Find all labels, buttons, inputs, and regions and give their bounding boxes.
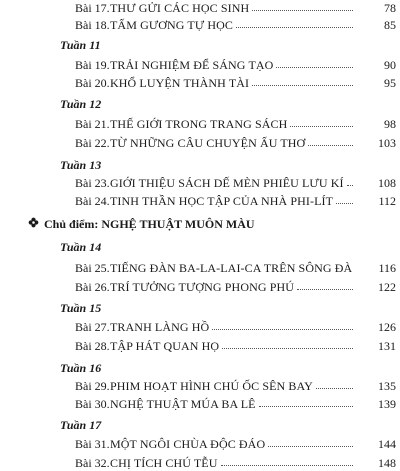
lesson-title: THƯ GỬI CÁC HỌC SINH — [110, 1, 250, 15]
lesson-title: TẬP HÁT QUAN HỌ — [110, 339, 220, 353]
lesson-number: Bài 25. — [75, 261, 110, 275]
lesson-title: TỪ NHỮNG CÂU CHUYỆN ẤU THƠ — [110, 136, 306, 150]
toc-entry[interactable] — [0, 135, 400, 151]
dot-leader — [308, 145, 353, 146]
toc-entry[interactable] — [0, 338, 400, 354]
lesson-title: GIỚI THIỆU SÁCH DẾ MÈN PHIÊU LƯU KÍ — [110, 176, 344, 190]
lesson-number: Bài 23. — [75, 176, 110, 190]
page-number: 122 — [378, 280, 396, 294]
week-heading: Tuần 11 — [60, 38, 101, 52]
lesson-number: Bài 30. — [75, 397, 110, 411]
lesson-title: KHỔ LUYỆN THÀNH TÀI — [110, 76, 250, 90]
lesson-title: TRÍ TƯỞNG TƯỢNG PHONG PHÚ — [110, 280, 295, 294]
dot-leader — [222, 348, 353, 349]
lesson-number: Bài 28. — [75, 339, 110, 353]
toc-entry[interactable] — [0, 57, 400, 73]
page-number: 103 — [378, 136, 396, 150]
lesson-number: Bài 20. — [75, 76, 110, 90]
page-number: 144 — [378, 437, 396, 451]
lesson-title: TRẢI NGHIỆM ĐỂ SÁNG TẠO — [110, 58, 274, 72]
toc-entry[interactable] — [0, 75, 400, 91]
dot-leader — [236, 27, 353, 28]
page-number: 98 — [384, 117, 396, 131]
toc-entry[interactable] — [0, 455, 400, 471]
lesson-number: Bài 32. — [75, 456, 110, 470]
dot-leader — [347, 185, 353, 186]
dot-leader — [316, 388, 353, 389]
toc-entry[interactable] — [0, 436, 400, 452]
lesson-title: TẤM GƯƠNG TỰ HỌC — [110, 18, 234, 32]
page-number: 112 — [378, 194, 396, 208]
page-number: 78 — [384, 1, 396, 15]
dot-leader — [336, 203, 353, 204]
lesson-title: TINH THẦN HỌC TẬP CỦA NHÀ PHI-LÍT — [110, 194, 334, 208]
page-number: 131 — [378, 339, 396, 353]
lesson-title: TIẾNG ĐÀN BA-LA-LAI-CA TRÊN SÔNG ĐÀ — [110, 261, 353, 275]
lesson-title: NGHỆ THUẬT MÚA BA LÊ — [110, 397, 256, 411]
week-heading: Tuần 12 — [60, 97, 102, 111]
dot-leader — [268, 446, 353, 447]
dot-leader — [252, 85, 353, 86]
flower-icon — [28, 216, 40, 232]
toc-entry[interactable] — [0, 396, 400, 412]
lesson-title: CHỊ TÍCH CHÚ TỄU — [110, 456, 218, 470]
lesson-number: Bài 17. — [75, 1, 110, 15]
week-heading: Tuần 14 — [60, 240, 102, 254]
page-number: 90 — [384, 58, 396, 72]
dot-leader — [259, 406, 353, 407]
toc-entry[interactable] — [0, 175, 400, 191]
dot-leader — [221, 465, 353, 466]
topic-heading — [28, 216, 255, 232]
toc-entry[interactable] — [0, 319, 400, 335]
page-number: 139 — [378, 397, 396, 411]
page-number: 148 — [378, 456, 396, 470]
lesson-title: THẾ GIỚI TRONG TRANG SÁCH — [110, 117, 288, 131]
toc-entry[interactable] — [0, 193, 400, 209]
lesson-number: Bài 29. — [75, 379, 110, 393]
page-number: 126 — [378, 320, 396, 334]
week-heading: Tuần 17 — [60, 418, 102, 432]
lesson-number: Bài 31. — [75, 437, 110, 451]
page-number: 85 — [384, 18, 396, 32]
dot-leader — [276, 67, 353, 68]
week-heading: Tuần 16 — [60, 361, 102, 375]
toc-entry[interactable] — [0, 378, 400, 394]
toc-entry[interactable] — [0, 260, 400, 276]
page-number: 135 — [378, 379, 396, 393]
topic-label: Chủ điểm: NGHỆ THUẬT MUÔN MÀU — [44, 217, 255, 231]
lesson-number: Bài 18. — [75, 18, 110, 32]
lesson-number: Bài 19. — [75, 58, 110, 72]
lesson-number: Bài 27. — [75, 320, 110, 334]
week-heading: Tuần 13 — [60, 158, 102, 172]
lesson-title: TRANH LÀNG HỒ — [110, 320, 210, 334]
page-number: 95 — [384, 76, 396, 90]
lesson-number: Bài 26. — [75, 280, 110, 294]
page-number: 108 — [378, 176, 396, 190]
lesson-number: Bài 24. — [75, 194, 110, 208]
page-number: 116 — [378, 261, 396, 275]
toc-entry[interactable] — [0, 116, 400, 132]
week-heading: Tuần 15 — [60, 301, 102, 315]
toc-entry[interactable] — [0, 17, 400, 33]
dot-leader — [212, 329, 353, 330]
toc-entry[interactable] — [0, 279, 400, 295]
dot-leader — [297, 289, 353, 290]
dot-leader — [252, 10, 353, 11]
dot-leader — [290, 126, 353, 127]
lesson-number: Bài 22. — [75, 136, 110, 150]
toc-entry[interactable] — [0, 0, 400, 16]
lesson-title: PHIM HOẠT HÌNH CHÚ ỐC SÊN BAY — [110, 379, 313, 393]
lesson-number: Bài 21. — [75, 117, 110, 131]
lesson-title: MỘT NGÔI CHÙA ĐỘC ĐÁO — [110, 437, 266, 451]
